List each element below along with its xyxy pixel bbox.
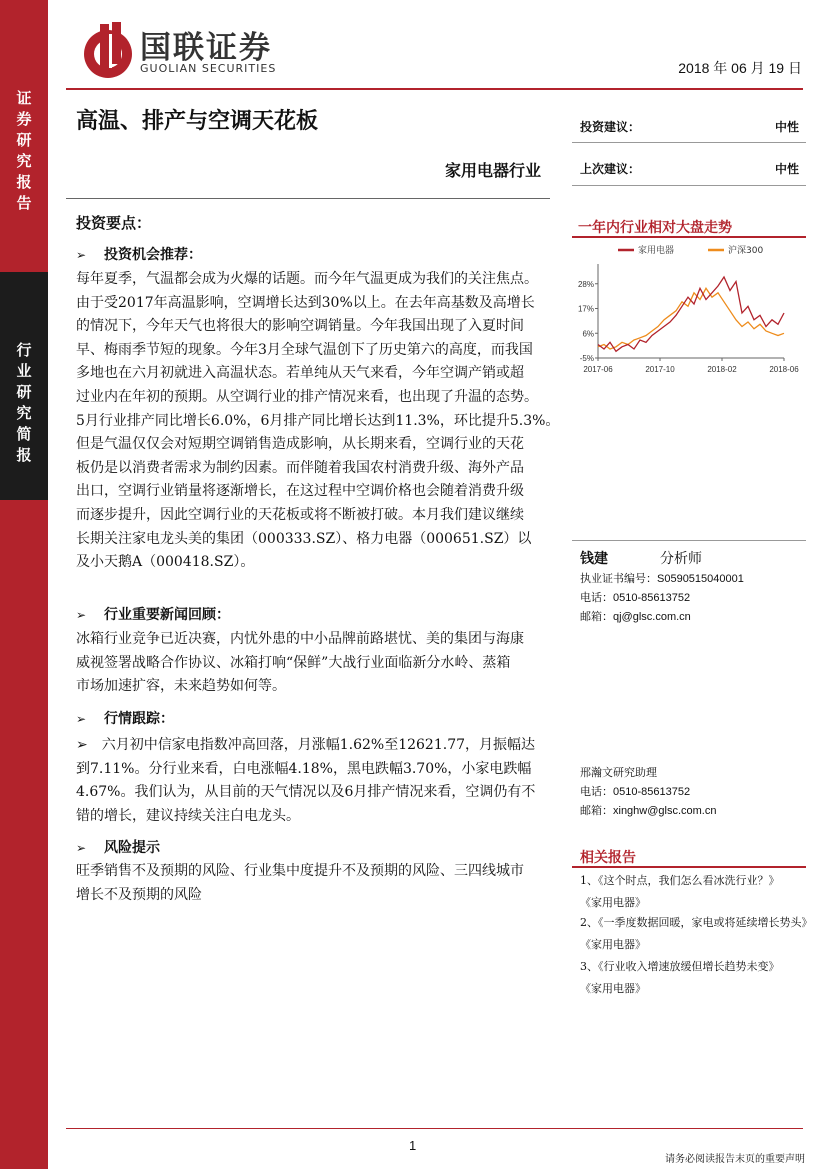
- section-news-title: 行业重要新闻回顾：: [104, 607, 230, 623]
- analyst-email: [580, 608, 691, 624]
- rating-previous-label: 上次建议：: [580, 162, 641, 176]
- opportunity-line: 但是气温仅仅会对短期空调销售造成影响，从长期来看，空调行业的天花: [76, 436, 524, 453]
- section-opportunity-heading: [76, 244, 202, 264]
- y-tick-label: 17%: [577, 304, 594, 314]
- logo-icon: [82, 22, 136, 82]
- x-tick-label: 2017-06: [583, 365, 613, 374]
- assistant-email-value[interactable]: xinghw@glsc.com.cn: [613, 805, 717, 817]
- section-risk-body: [76, 860, 548, 907]
- related-report-category: 《家用电器》: [580, 982, 646, 995]
- summary-title: 投资要点：: [76, 214, 152, 232]
- section-market-heading: [76, 708, 174, 728]
- side-label-middle: 行业研究简报: [16, 341, 32, 464]
- related-report-item[interactable]: 3、《行业收入增速放缓但增长趋势未变》: [580, 960, 780, 973]
- analyst-name: 钱建: [580, 551, 608, 567]
- assistant-email: [580, 802, 716, 818]
- x-tick-label: 2018-06: [769, 365, 799, 374]
- section-market-body: [76, 734, 548, 828]
- bullet-arrow-icon: ➢: [76, 608, 87, 622]
- brand-name-en: GUOLIAN SECURITIES: [140, 62, 277, 75]
- opportunity-line: 的情况下，今年天气也将很大的影响空调销量。今年我国出现了入夏时间: [76, 318, 524, 335]
- rating-current-value: 中性: [774, 120, 799, 134]
- report-date: 2018 年 06 月 19 日: [678, 60, 802, 76]
- assistant-phone-value: 0510-85613752: [613, 786, 691, 798]
- analyst-email-value[interactable]: qj@glsc.com.cn: [613, 611, 691, 623]
- section-market-title: 行情跟踪：: [104, 711, 174, 727]
- opportunity-line: 过业内在年初的预期。从空调行业的排产情况来看，也出现了升温的态势。: [76, 388, 538, 405]
- rating-current-label: 投资建议：: [580, 120, 641, 134]
- risk-line: 旺季销售不及预期的风险、行业集中度提升不及预期的风险、三四线城市: [76, 863, 524, 879]
- section-news-heading: [76, 604, 230, 624]
- x-tick-label: 2017-10: [645, 365, 675, 374]
- analyst-phone-label: 电话：: [580, 591, 613, 604]
- header-divider: [66, 88, 803, 90]
- bullet-arrow-icon: ➢: [76, 841, 87, 855]
- assistant-phone: [580, 783, 690, 799]
- market-line: ➢ 六月初中信家电指数冲高回落，月涨幅1.62%至12621.77，月振幅达: [76, 737, 536, 753]
- assistant-name: 邢瀚文研究助理: [580, 766, 657, 779]
- industry-name: 家用电器行业: [444, 161, 541, 180]
- analyst-phone-value: 0510-85613752: [613, 592, 691, 604]
- news-line: 市场加速扩容，未来趋势如何等。: [76, 678, 286, 695]
- analyst-role: 分析师: [660, 551, 702, 567]
- report-title: 高温、排产与空调天花板: [76, 108, 319, 134]
- opportunity-line: 及小天鹅A（000418.SZ）。: [76, 554, 255, 571]
- side-band-bottom: [0, 500, 48, 1169]
- related-report-item[interactable]: 2、《一季度数据回暖，家电或将延续增长势头》: [580, 916, 813, 929]
- related-report-category: 《家用电器》: [580, 896, 646, 909]
- news-line: 冰箱行业竞争已近决赛，内忧外患的中小品牌前路堪忧、美的集团与海康: [76, 631, 524, 647]
- market-line: 错的增长，建议持续关注白电龙头。: [76, 807, 300, 824]
- analyst-cert-value: S0590515040001: [657, 573, 744, 585]
- bullet-arrow-icon: ➢: [76, 712, 87, 726]
- side-label-top: 证券研究报告: [16, 89, 32, 212]
- industry-trend-chart: [572, 240, 806, 380]
- opportunity-line: 出口，空调行业销量将逐渐增长，在这过程中空调价格也会随着消费升级: [76, 483, 524, 500]
- opportunity-line: 多地也在六月初就进入高温状态。若单纯从天气来看，今年空调产销或超: [76, 365, 524, 382]
- x-tick-label: 2018-02: [707, 365, 737, 374]
- y-tick-label: 28%: [577, 279, 594, 289]
- section-opportunity-body: [76, 268, 560, 575]
- related-reports-title: 相关报告: [580, 850, 636, 866]
- related-reports-divider: [572, 866, 806, 868]
- bullet-arrow-icon: ➢: [76, 248, 87, 262]
- opportunity-line: 5月行业排产同比增长6.0%，6月排产同比增长达到11.3%，环比提升5.3%。: [76, 412, 560, 429]
- chart-title: 一年内行业相对大盘走势: [578, 220, 732, 236]
- opportunity-line: 而逐步提升，因此空调行业的天花板或将不断被打破。本月我们建议继续: [76, 506, 524, 523]
- legend-label: 沪深300: [728, 246, 764, 256]
- brand-name-cn: 国联证券: [140, 30, 272, 66]
- risk-line: 增长不及预期的风险: [76, 886, 202, 903]
- analyst-cert-label: 执业证书编号：: [580, 572, 657, 585]
- related-report-item[interactable]: 1、《这个时点，我们怎么看冰洗行业？》: [580, 874, 780, 887]
- rating-divider-bottom: [572, 185, 806, 186]
- assistant-phone-label: 电话：: [580, 785, 613, 798]
- analyst-phone: [580, 589, 690, 605]
- section-risk-title: 风险提示: [104, 840, 160, 856]
- opportunity-line: 每年夏季，气温都会成为火爆的话题。而今年气温更成为我们的关注焦点。: [76, 271, 538, 287]
- analyst-cert: [580, 570, 744, 586]
- rating-previous-value: 中性: [774, 162, 799, 176]
- title-divider: [66, 198, 550, 199]
- section-risk-heading: [76, 837, 160, 857]
- series-line-household-appliances: [598, 277, 784, 351]
- legend-label: 家用电器: [638, 246, 675, 256]
- analyst-divider: [572, 540, 806, 541]
- opportunity-line: 板仍是以消费者需求为制约因素。而伴随着我国农村消费升级、海外产品: [76, 459, 524, 476]
- footer-divider: [66, 1128, 803, 1129]
- section-opportunity-title: 投资机会推荐：: [104, 247, 202, 263]
- news-line: 威视签署战略合作协议、冰箱打响“保鲜”大战行业面临新分水岭、蒸箱: [76, 654, 511, 671]
- section-news-body: [76, 628, 548, 699]
- opportunity-line: 长期关注家电龙头美的集团（000333.SZ）、格力电器（000651.SZ）以: [76, 530, 532, 547]
- analyst-email-label: 邮箱：: [580, 610, 613, 623]
- market-line: 4.67%。我们认为，从目前的天气情况以及6月排产情况来看，空调仍有不: [76, 784, 536, 801]
- y-tick-label: -5%: [579, 354, 594, 363]
- opportunity-line: 早、梅雨季节短的现象。今年3月全球气温创下了历史第六的高度，而我国: [76, 341, 533, 358]
- page-number: 1: [409, 1138, 417, 1153]
- assistant-email-label: 邮箱：: [580, 804, 613, 817]
- footer-disclaimer: 请务必阅读报告末页的重要声明: [665, 1154, 805, 1165]
- chart-title-divider: [572, 236, 806, 238]
- opportunity-line: 由于受2017年高温影响，空调增长达到30%以上。在去年高基数及高增长: [76, 294, 535, 311]
- y-tick-label: 6%: [582, 329, 594, 339]
- related-report-category: 《家用电器》: [580, 938, 646, 951]
- brand-logo: [82, 18, 332, 88]
- rating-divider: [572, 142, 806, 143]
- market-line: 到7.11%。分行业来看，白电涨幅4.18%，黑电跌幅3.70%，小家电跌幅: [76, 760, 532, 777]
